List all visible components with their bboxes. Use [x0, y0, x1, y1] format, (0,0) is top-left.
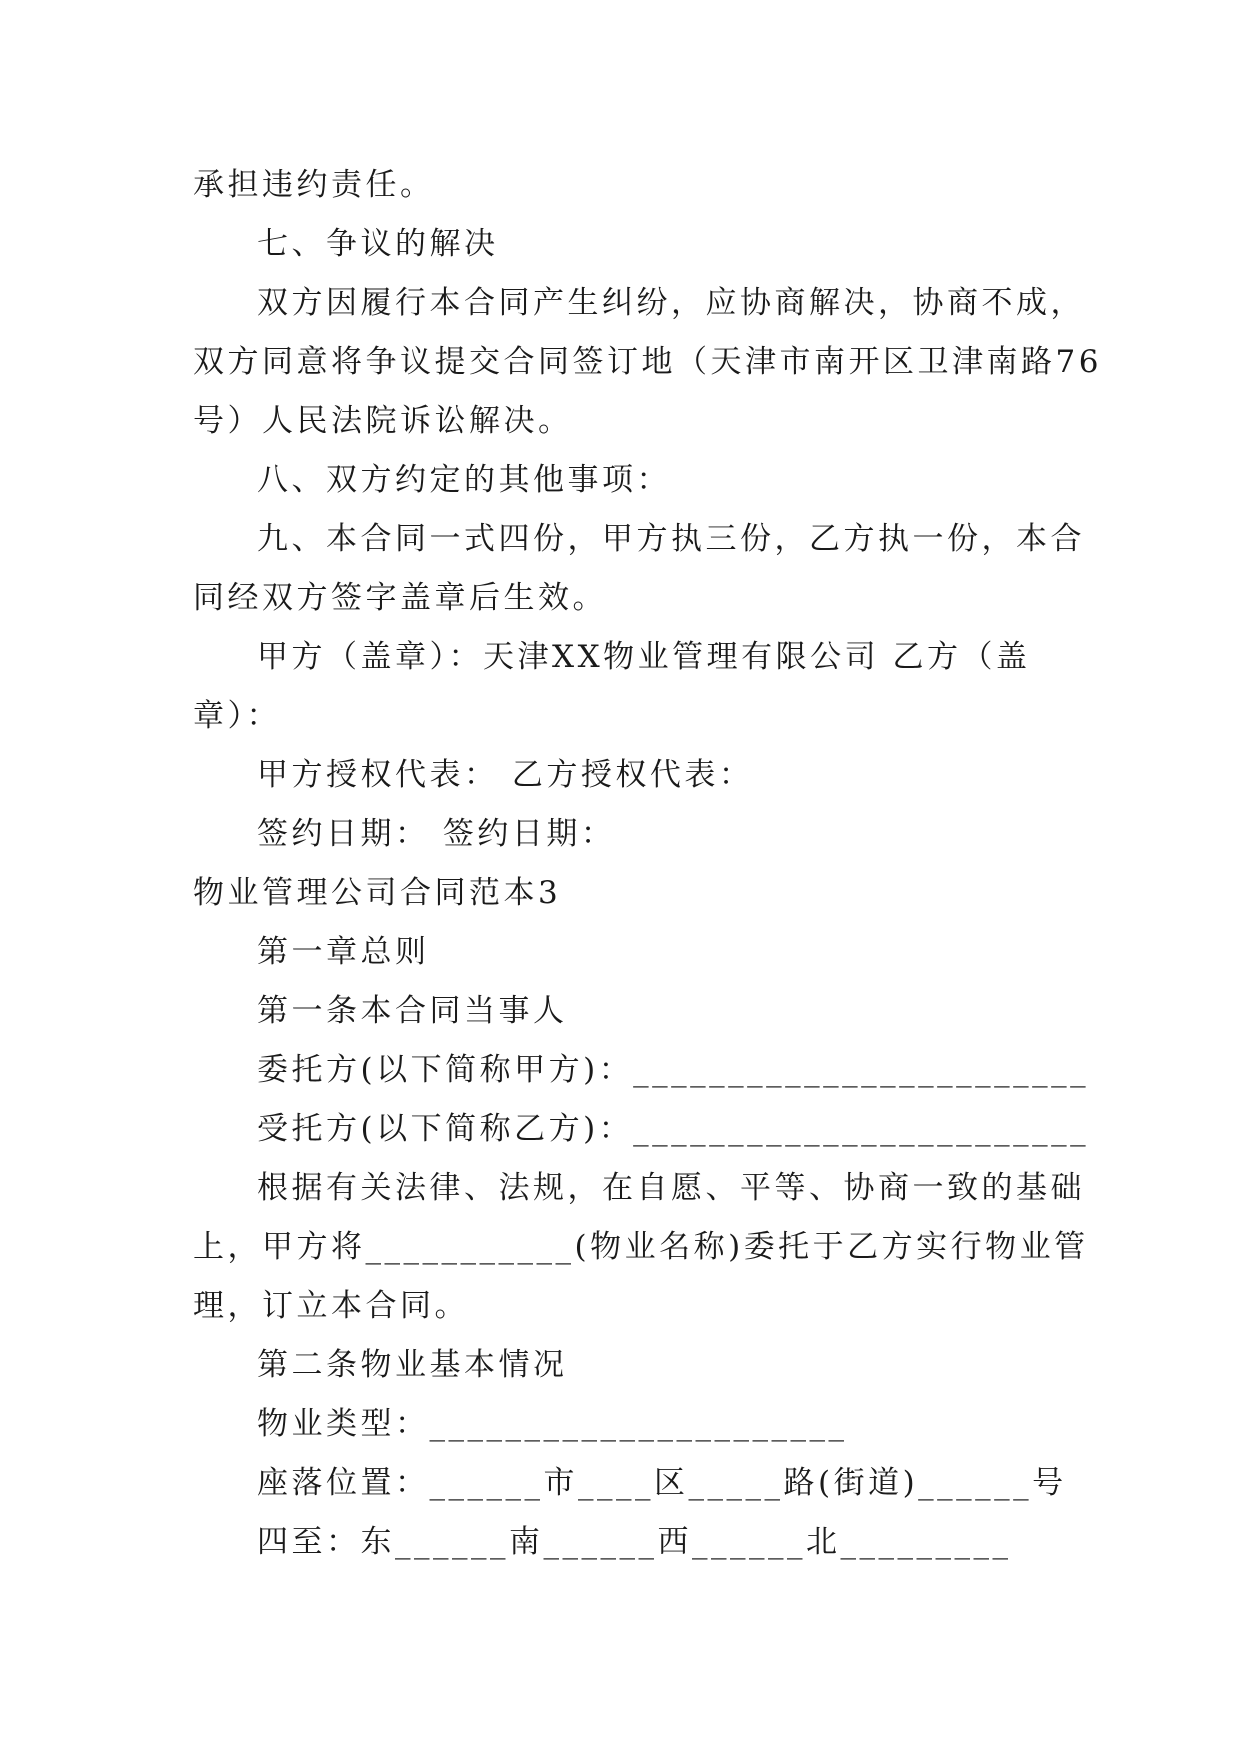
article-heading: 第一条本合同当事人: [257, 993, 568, 1029]
section-heading: 七、争议的解决: [257, 226, 499, 262]
text-line: 双方同意将争议提交合同签订地（天津市南开区卫津南路76: [193, 344, 1102, 380]
text-line: 九、本合同一式四份，甲方执三份，乙方执一份，本合: [257, 521, 1085, 557]
location-field: 座落位置：______市____区_____路(街道)______号: [257, 1465, 1067, 1501]
party-a-field: 委托方(以下简称甲方)：________________________: [257, 1052, 1090, 1088]
party-b-field: 受托方(以下简称乙方)：________________________: [257, 1111, 1090, 1147]
article-heading: 第二条物业基本情况: [257, 1347, 568, 1383]
chapter-heading: 第一章总则: [257, 934, 430, 970]
document-title: 物业管理公司合同范本3: [193, 875, 562, 911]
text-line: 双方因履行本合同产生纠纷，应协商解决，协商不成，: [257, 285, 1085, 321]
text-line: 同经双方签字盖章后生效。: [193, 580, 607, 616]
text-line: 号）人民法院诉讼解决。: [193, 403, 573, 439]
section-heading: 八、双方约定的其他事项：: [257, 462, 671, 498]
representative-line: 甲方授权代表： 乙方授权代表：: [257, 757, 754, 793]
property-type-field: 物业类型：______________________: [257, 1406, 848, 1442]
text-line: 承担违约责任。: [193, 167, 435, 203]
signature-line: 甲方（盖章）：天津XX物业管理有限公司 乙方（盖: [257, 639, 1031, 675]
date-line: 签约日期： 签约日期：: [257, 816, 616, 852]
text-line: 上，甲方将___________(物业名称)委托于乙方实行物业管: [193, 1229, 1089, 1265]
boundaries-field: 四至：东______南______西______北_________: [257, 1524, 1012, 1560]
text-line: 理，订立本合同。: [193, 1288, 469, 1324]
signature-line: 章）：: [193, 698, 281, 734]
text-line: 根据有关法律、法规，在自愿、平等、协商一致的基础: [257, 1170, 1085, 1206]
